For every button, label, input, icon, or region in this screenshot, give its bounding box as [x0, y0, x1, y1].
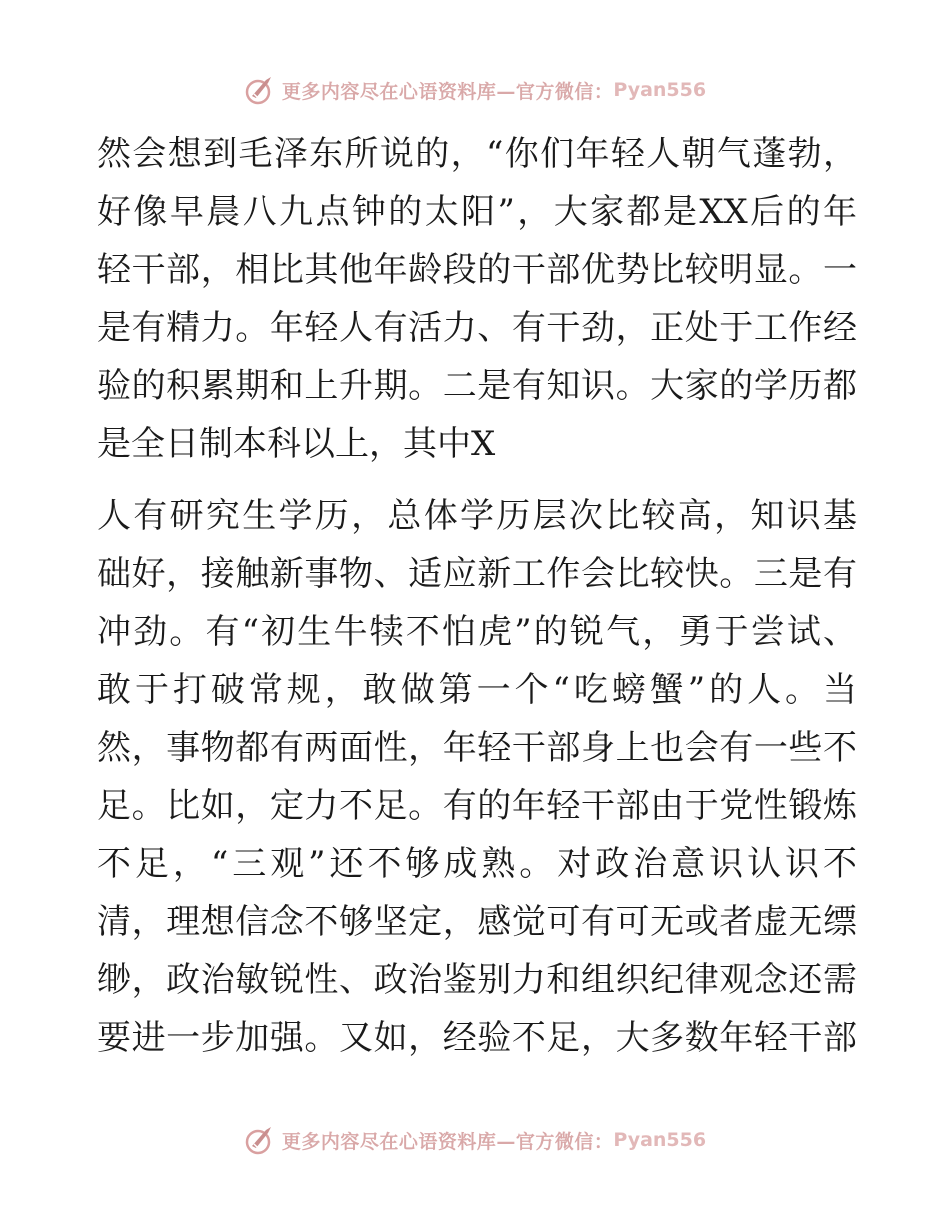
paragraph-gap: [97, 473, 857, 487]
footer-watermark: [0, 1120, 950, 1160]
quill-logo-icon: [244, 74, 276, 106]
text-line: 敢于打破常规，敢做第一个“吃螃蟹”的人。当: [97, 670, 857, 710]
text-line: 冲劲。有“初生牛犊不怕虎”的锐气，勇于尝试、: [97, 612, 857, 652]
text-line: 足。比如，定力不足。有的年轻干部由于党性锻炼: [97, 786, 857, 826]
text-line: 是全日制本科以上，其中X: [97, 424, 496, 464]
text-line: 然，事物都有两面性，年轻干部身上也会有一些不: [97, 728, 857, 768]
text-line: 不足，“三观”还不够成熟。对政治意识认识不: [97, 844, 857, 884]
watermark-text: 更多内容尽在心语资料库—官方微信：: [281, 80, 614, 103]
watermark-wechat-id: Pyan556: [613, 79, 707, 101]
text-line: 是有精力。年轻人有活力、有干劲，正处于工作经: [97, 308, 857, 348]
watermark-text: 更多内容尽在心语资料库—官方微信：: [281, 1130, 614, 1153]
text-line: 础好，接触新事物、适应新工作会比较快。三是有: [97, 554, 857, 594]
quill-logo-icon: [244, 1124, 276, 1156]
header-watermark: [0, 70, 950, 110]
text-line: 清，理想信念不够坚定，感觉可有可无或者虚无缥: [97, 902, 857, 942]
text-line: 好像早晨八九点钟的太阳”，大家都是XX后的年: [97, 192, 857, 232]
paragraph: [97, 487, 857, 1067]
text-line: 人有研究生学历，总体学历层次比较高，知识基: [97, 496, 857, 536]
watermark-wechat-id: Pyan556: [613, 1129, 707, 1151]
document-body: [97, 125, 857, 1067]
text-line: 缈，政治敏锐性、政治鉴别力和组织纪律观念还需: [97, 960, 857, 1000]
text-line: 轻干部，相比其他年龄段的干部优势比较明显。一: [97, 250, 857, 290]
paragraph: [97, 125, 857, 473]
text-line: 然会想到毛泽东所说的，“你们年轻人朝气蓬勃，: [97, 134, 857, 174]
text-line: 验的积累期和上升期。二是有知识。大家的学历都: [97, 366, 857, 406]
text-line: 要进一步加强。又如，经验不足，大多数年轻干部: [97, 1018, 857, 1058]
